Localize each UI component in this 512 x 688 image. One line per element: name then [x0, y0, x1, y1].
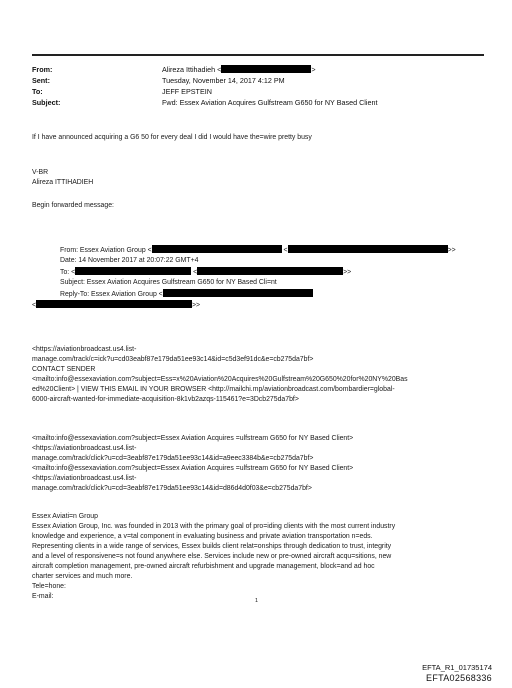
link-line[interactable]: <https://aviationbroadcast.us4.list- — [32, 445, 137, 452]
redaction-bar — [163, 289, 313, 297]
subject-value: Fwd: Essex Aviation Acquires Gulfstream G650 for NY Based Client — [162, 98, 378, 107]
from-label: From: — [32, 65, 53, 74]
sent-label: Sent: — [32, 76, 50, 85]
about-title: Essex Aviati=n Group — [32, 513, 98, 520]
body-message: If I have announced acquiring a G6 50 for every deal I did I would have the=wire pretty busy — [32, 134, 312, 141]
redaction-bar — [197, 267, 343, 275]
fwd-subject: Subject: Essex Aviation Acquires Gulfstream G650 for NY Based Cli=nt — [60, 279, 277, 286]
telephone-label: Tele=hone: — [32, 583, 66, 590]
subject-label: Subject: — [32, 98, 61, 107]
link-line[interactable]: <mailto:info@essexaviation.com?subject=Essex Aviation Acquires =ulfstream G650 for NY Based Client> — [32, 435, 354, 442]
to-value: JEFF EPSTEIN — [162, 87, 212, 96]
signature-line2: Alireza ITTIHADIEH — [32, 179, 94, 186]
redaction-bar — [75, 267, 191, 275]
footer-id-2: EFTA02568336 — [426, 673, 492, 683]
footer-id-1: EFTA_R1_01735174 — [422, 663, 492, 672]
header-rule — [32, 54, 484, 56]
sent-value: Tuesday, November 14, 2017 4:12 PM — [162, 76, 285, 85]
about-line: Representing clients in a wide range of services, Essex builds client relat=onships through dedication to trust, integrity — [32, 543, 392, 550]
from-value: Alireza Ittihadieh < > — [162, 65, 316, 74]
about-line: charter services and much more. — [32, 573, 133, 580]
about-line: aircraft completion management, pre-owned aircraft refurbishment and upgrade management, block=and ad hoc — [32, 563, 375, 570]
link-line[interactable]: <https://aviationbroadcast.us4.list- — [32, 475, 137, 482]
fwd-to: To: < < >> — [60, 269, 352, 276]
page-number: 1 — [255, 598, 259, 604]
fwd-reply-to: Reply-To: Essex Aviation Group < — [60, 289, 313, 300]
link-line[interactable]: <https://aviationbroadcast.us4.list- — [32, 346, 137, 353]
link-line[interactable]: manage.com/track/c=ick?u=cd03eabf87e179da51ee93c14&id=c5d3ef91dc&e=cb275da7bf> — [32, 356, 314, 363]
signature-line1: V-BR — [32, 169, 49, 176]
fwd-date: Date: 14 November 2017 at 20:07:22 GMT+4 — [60, 257, 199, 264]
link-line[interactable]: <mailto:info@essexaviation.com?subject=Essex Aviation Acquires =ulfstream G650 for NY Based Client> — [32, 465, 354, 472]
link-line[interactable]: manage.com/track/click?u=cd=3eabf87e179da51ee93c14&id=a9eec3384b&e=cb275da7bf> — [32, 455, 314, 462]
to-label: To: — [32, 87, 43, 96]
link-line[interactable]: 6000-aircraft-wanted-for-immediate-acquisition-8k1vb2azqs-115461?e=3Dcb275da7bf> — [32, 396, 299, 403]
link-line[interactable]: ed%20Client> | VIEW THIS EMAIL IN YOUR BROWSER <http://mailchi.mp/aviationbroadcast.com/bombardier=global- — [32, 386, 395, 393]
about-line: and a level of responsivene=s not found anywhere else. Services include new or pre-owned aircraft acqu=sitions, new — [32, 553, 392, 560]
contact-sender[interactable]: CONTACT SENDER — [32, 366, 96, 373]
begin-forwarded: Begin forwarded message: — [32, 202, 114, 209]
link-line[interactable]: manage.com/track/click?u=cd=3eabf87e179da51ee93c14&id=d86d4d0f03&e=cb275da7bf> — [32, 485, 312, 492]
fwd-reply-to-cont: < >> — [32, 302, 201, 309]
redaction-bar — [221, 65, 311, 73]
about-line: knowledge and experience, a v=tal component in evaluating business and private aviation transportation n=eds. — [32, 533, 373, 540]
email-label: E-mail: — [32, 593, 54, 600]
about-line: Essex Aviation Group, Inc. was founded in 2013 with the primary goal of pro=iding clients with the most current industry — [32, 523, 396, 530]
redaction-bar — [36, 300, 192, 308]
link-line[interactable]: <mailto:info@essexaviation.com?subject=Ess=x%20Aviation%20Acquires%20Gulfstream%20G650%20for%20NY%20Bas — [32, 376, 408, 383]
fwd-from: From: Essex Aviation Group < < >> — [60, 247, 456, 254]
redaction-bar — [152, 245, 282, 253]
redaction-bar — [288, 245, 448, 253]
